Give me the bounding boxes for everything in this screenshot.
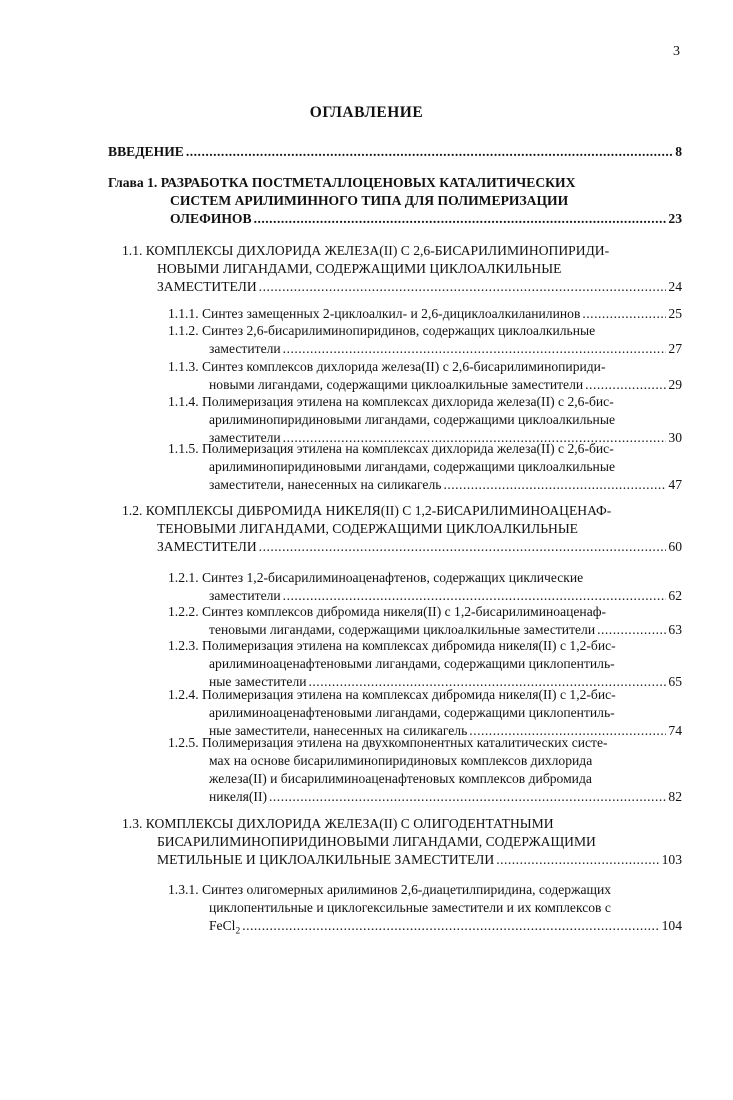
entry-page: 103 bbox=[661, 852, 682, 867]
entry-page: 27 bbox=[668, 341, 682, 356]
leader-dots bbox=[585, 376, 666, 394]
entry-text-line-3: ОЛЕФИНОВ bbox=[170, 211, 252, 226]
page-number: 3 bbox=[673, 44, 680, 59]
entry-page: 24 bbox=[668, 279, 682, 294]
entry-page: 29 bbox=[668, 377, 682, 392]
entry-text-line-2: заместители bbox=[209, 588, 281, 603]
toc-entry-section-1-1-1[interactable] bbox=[168, 305, 682, 323]
entry-text: ВВЕДЕНИЕ bbox=[108, 144, 184, 159]
entry-text-line-2: теновыми лигандами, содержащими циклоалкильные заместители bbox=[209, 622, 596, 637]
toc-entry-section-1-1-3[interactable] bbox=[168, 358, 682, 394]
entry-text-line-3: ЗАМЕСТИТЕЛИ bbox=[157, 539, 257, 554]
entry-page: 25 bbox=[668, 306, 682, 321]
toc-entry-section-1-3-1[interactable] bbox=[168, 881, 682, 935]
toc-entry-section-1-2-4[interactable] bbox=[168, 686, 682, 740]
entry-text-line-2: арилиминопиридиновыми лигандами, содержащими циклоалкильные bbox=[209, 412, 615, 427]
entry-text-line-3: железа(II) и бисарилиминоаценафтеновых комплексов дибромида bbox=[209, 771, 592, 786]
entry-text-line-1: 1.2.4. Полимеризация этилена на комплексах дибромида никеля(II) с 1,2-бис- bbox=[168, 687, 616, 702]
toc-entry-section-1-1-2[interactable] bbox=[168, 322, 682, 358]
entry-text-line-4: никеля(II) bbox=[209, 789, 267, 804]
entry-text-line-1: 1.2. КОМПЛЕКСЫ ДИБРОМИДА НИКЕЛЯ(II) С 1,2-БИСАРИЛИМИНОАЦЕНАФ- bbox=[122, 503, 612, 518]
entry-text-line-2: мах на основе бисарилиминопиридиновых комплексов дихлорида bbox=[209, 753, 593, 768]
entry-text-line-2: циклопентильные и циклогексильные заместители и их комплексов с bbox=[209, 900, 611, 915]
leader-dots bbox=[242, 917, 659, 935]
entry-text-line-1: 1.1.1. Синтез замещенных 2-циклоалкил- и 2,6-дициклоалкиланилинов bbox=[168, 306, 581, 321]
entry-page: 104 bbox=[661, 918, 682, 933]
leader-dots bbox=[186, 143, 673, 161]
entry-text-line-1: РАЗРАБОТКА ПОСТМЕТАЛЛОЦЕНОВЫХ КАТАЛИТИЧЕСКИХ bbox=[160, 175, 576, 190]
entry-page: 74 bbox=[668, 723, 682, 738]
entry-page: 8 bbox=[675, 144, 682, 159]
entry-text-line-3: ные заместители, нанесенных на силикагель bbox=[209, 723, 468, 738]
leader-dots bbox=[259, 278, 667, 296]
entry-text-line-2: СИСТЕМ АРИЛИМИННОГО ТИПА ДЛЯ ПОЛИМЕРИЗАЦИИ bbox=[170, 193, 569, 208]
formula-subscript: 2 bbox=[235, 926, 241, 937]
entry-page: 23 bbox=[668, 211, 682, 226]
leader-dots bbox=[443, 476, 666, 494]
toc-entry-section-1-1[interactable] bbox=[122, 242, 682, 296]
entry-text-line-2: арилиминопиридиновыми лигандами, содержащими циклоалкильные bbox=[209, 459, 615, 474]
formula-main: FeCl bbox=[209, 918, 236, 933]
entry-text-line-3: ные заместители bbox=[209, 674, 307, 689]
toc-entry-section-1-2-3[interactable] bbox=[168, 637, 682, 691]
entry-text-line-3: заместители, нанесенных на силикагель bbox=[209, 477, 442, 492]
leader-dots bbox=[582, 305, 666, 323]
toc-entry-section-1-2[interactable] bbox=[122, 502, 682, 556]
leader-dots bbox=[254, 210, 667, 228]
entry-text-line-1: 1.1.2. Синтез 2,6-бисарилиминопиридинов, содержащих циклоалкильные bbox=[168, 323, 596, 338]
entry-page: 65 bbox=[668, 674, 682, 689]
entry-text-line-3: заместители bbox=[209, 430, 281, 445]
entry-text-line-1: 1.2.5. Полимеризация этилена на двухкомпонентных каталитических систе- bbox=[168, 735, 608, 750]
entry-text-line-2: ТЕНОВЫМИ ЛИГАНДАМИ, СОДЕРЖАЩИМИ ЦИКЛОАЛКИЛЬНЫЕ bbox=[157, 521, 578, 536]
entry-text-line-2: арилиминоаценафтеновыми лигандами, содержащими циклопентиль- bbox=[209, 705, 615, 720]
toc-entry-section-1-2-2[interactable] bbox=[168, 603, 682, 639]
chapter-prefix: Глава 1. bbox=[108, 175, 158, 190]
entry-text-line-1: 1.3.1. Синтез олигомерных арилиминов 2,6-диацетилпиридина, содержащих bbox=[168, 882, 612, 897]
entry-text-line-2: заместители bbox=[209, 341, 281, 356]
entry-text-line-1: 1.1.5. Полимеризация этилена на комплексах дихлорида железа(II) с 2,6-бис- bbox=[168, 441, 614, 456]
entry-page: 82 bbox=[668, 789, 682, 804]
leader-dots bbox=[496, 851, 659, 869]
toc-entry-section-1-1-4[interactable] bbox=[168, 393, 682, 447]
entry-text-line-2: НОВЫМИ ЛИГАНДАМИ, СОДЕРЖАЩИМИ ЦИКЛОАЛКИЛЬНЫЕ bbox=[157, 261, 562, 276]
toc-entry-section-1-3[interactable] bbox=[122, 815, 682, 869]
entry-page: 60 bbox=[668, 539, 682, 554]
entry-page: 63 bbox=[668, 622, 682, 637]
formula-fecl2 bbox=[209, 917, 240, 935]
entry-text-line-2: БИСАРИЛИМИНОПИРИДИНОВЫМИ ЛИГАНДАМИ, СОДЕРЖАЩИМИ bbox=[157, 834, 596, 849]
entry-text-line-1: 1.2.3. Полимеризация этилена на комплексах дибромида никеля(II) с 1,2-бис- bbox=[168, 638, 616, 653]
toc-entry-introduction[interactable] bbox=[108, 143, 682, 161]
page-title: ОГЛАВЛЕНИЕ bbox=[309, 104, 424, 121]
entry-text-line-1: 1.1. КОМПЛЕКСЫ ДИХЛОРИДА ЖЕЛЕЗА(II) С 2,6-БИСАРИЛИМИНОПИРИДИ- bbox=[122, 243, 610, 258]
entry-text-line-1: 1.1.4. Полимеризация этилена на комплексах дихлорида железа(II) с 2,6-бис- bbox=[168, 394, 614, 409]
leader-dots bbox=[283, 340, 667, 358]
entry-page: 62 bbox=[668, 588, 682, 603]
toc-entry-section-1-1-5[interactable] bbox=[168, 440, 682, 494]
entry-page: 30 bbox=[668, 430, 682, 445]
entry-text-line-1: 1.2.2. Синтез комплексов дибромида никеля(II) с 1,2-бисарилиминоаценаф- bbox=[168, 604, 607, 619]
entry-text-line-3: МЕТИЛЬНЫЕ И ЦИКЛОАЛКИЛЬНЫЕ ЗАМЕСТИТЕЛИ bbox=[157, 852, 495, 867]
entry-text-line-1: 1.1.3. Синтез комплексов дихлорида железа(II) с 2,6-бисарилиминопириди- bbox=[168, 359, 606, 374]
toc-entry-chapter-1[interactable] bbox=[108, 174, 682, 228]
entry-text-line-3: ЗАМЕСТИТЕЛИ bbox=[157, 279, 257, 294]
toc-entry-section-1-2-5[interactable] bbox=[168, 734, 682, 806]
leader-dots bbox=[259, 538, 667, 556]
entry-text-line-1: 1.2.1. Синтез 1,2-бисарилиминоаценафтенов, содержащих циклические bbox=[168, 570, 584, 585]
entry-text-line-2: арилиминоаценафтеновыми лигандами, содержащими циклопентиль- bbox=[209, 656, 615, 671]
toc-entry-section-1-2-1[interactable] bbox=[168, 569, 682, 605]
leader-dots bbox=[269, 788, 666, 806]
entry-text-line-1: 1.3. КОМПЛЕКСЫ ДИХЛОРИДА ЖЕЛЕЗА(II) С ОЛИГОДЕНТАТНЫМИ bbox=[122, 816, 554, 831]
entry-page: 47 bbox=[668, 477, 682, 492]
entry-text-line-2: новыми лигандами, содержащими циклоалкильные заместители bbox=[209, 377, 584, 392]
